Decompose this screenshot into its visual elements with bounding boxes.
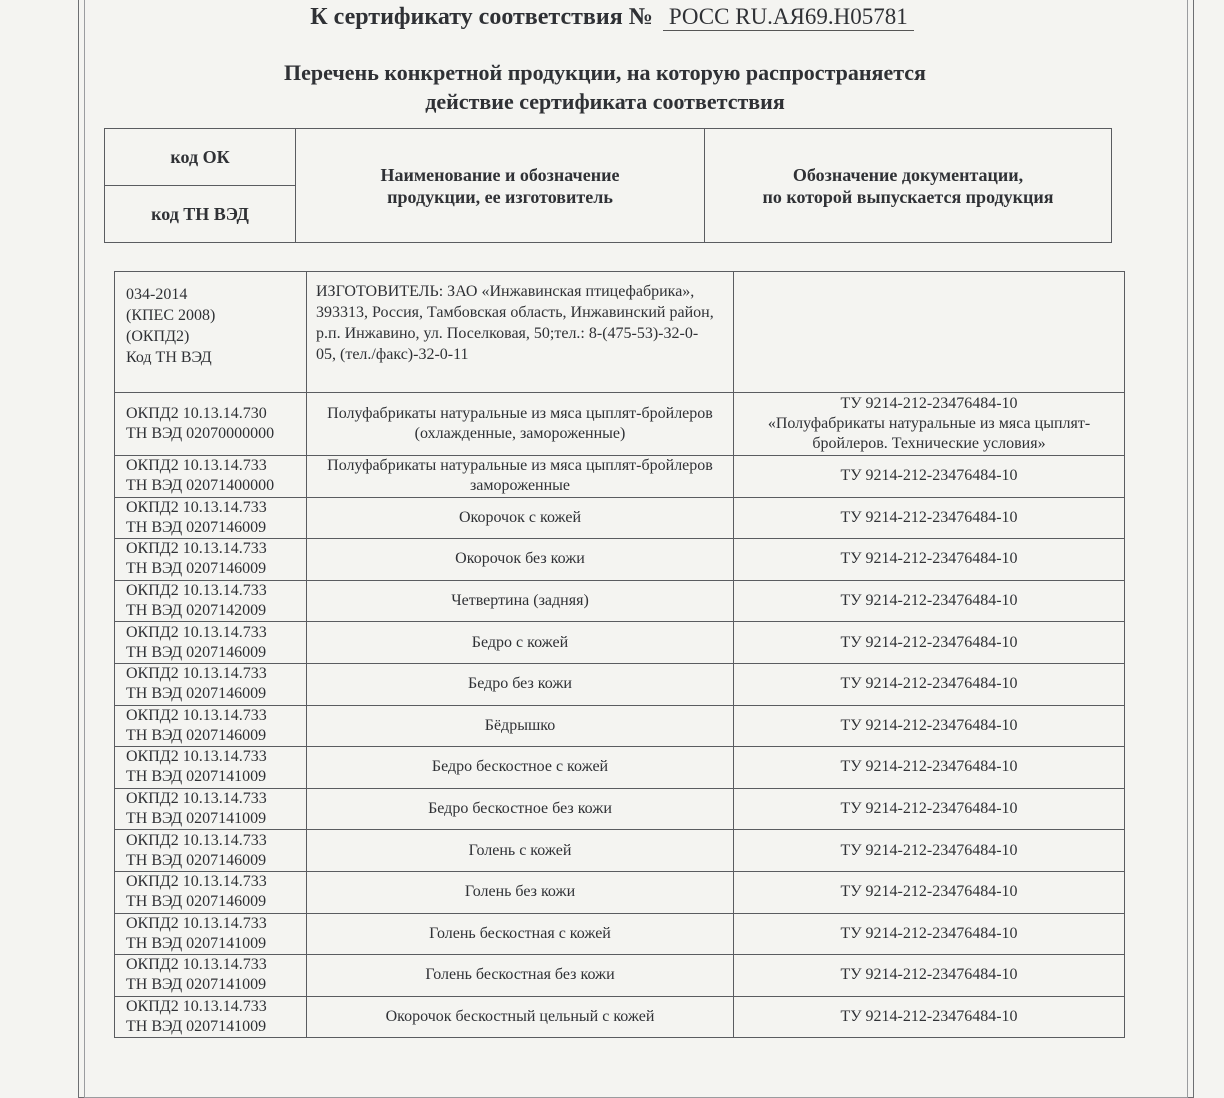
table-row bbox=[115, 622, 1125, 664]
tnved-code: ТН ВЭД 02070000000 bbox=[126, 425, 275, 442]
classifier-line: 034-2014 bbox=[126, 286, 188, 303]
classifier-line: (ОКПД2) bbox=[126, 328, 190, 345]
spec-number: ТУ 9214-212-23476484-10 bbox=[840, 467, 1018, 485]
spec-title: «Полуфабрикаты натуральные из мяса цыплят-бройлеров. Технические условия» bbox=[767, 415, 1091, 452]
product-codes bbox=[115, 747, 307, 789]
product-name: Бедро без кожи bbox=[307, 663, 734, 705]
spec-number: ТУ 9214-212-23476484-10 bbox=[840, 758, 1018, 776]
product-name: Голень бескостная без кожи bbox=[307, 955, 734, 997]
table-row bbox=[115, 913, 1125, 955]
okpd-code: ОКПД2 10.13.14.733 bbox=[126, 790, 267, 808]
table-row bbox=[115, 788, 1125, 830]
product-documentation bbox=[734, 955, 1125, 997]
product-name: Бедро бескостное без кожи bbox=[307, 788, 734, 830]
tnved-code: ТН ВЭД 0207146009 bbox=[126, 643, 267, 661]
header-code-tnved: код ТН ВЭД bbox=[105, 186, 296, 243]
manufacturer-code-cell bbox=[115, 272, 307, 393]
table-row bbox=[115, 830, 1125, 872]
okpd-code: ОКПД2 10.13.14.733 bbox=[126, 873, 267, 891]
tnved-code: ТН ВЭД 0207141009 bbox=[126, 1018, 267, 1036]
product-name: Голень бескостная с кожей bbox=[307, 913, 734, 955]
okpd-code: ОКПД2 10.13.14.733 bbox=[126, 665, 267, 683]
tnved-code: ТН ВЭД 0207146009 bbox=[126, 518, 267, 536]
product-codes bbox=[115, 871, 307, 913]
manufacturer-row bbox=[115, 272, 1125, 393]
table-row bbox=[115, 705, 1125, 747]
table-row bbox=[115, 456, 1125, 498]
product-codes bbox=[115, 539, 307, 581]
document-title bbox=[0, 58, 1210, 116]
classifier-line: Код ТН ВЭД bbox=[126, 349, 212, 366]
table-row bbox=[115, 747, 1125, 789]
okpd-code: ОКПД2 10.13.14.730 bbox=[126, 405, 267, 422]
product-codes bbox=[115, 580, 307, 622]
tnved-code: ТН ВЭД 0207146009 bbox=[126, 851, 267, 869]
okpd-code: ОКПД2 10.13.14.733 bbox=[126, 831, 267, 849]
tnved-code: ТН ВЭД 0207141009 bbox=[126, 810, 267, 828]
product-codes bbox=[115, 663, 307, 705]
product-name: Бедро бескостное с кожей bbox=[307, 747, 734, 789]
tnved-code: ТН ВЭД 0207141009 bbox=[126, 934, 267, 952]
tnved-code: ТН ВЭД 02071400000 bbox=[126, 477, 275, 495]
product-documentation bbox=[734, 580, 1125, 622]
header-code-ok: код ОК bbox=[105, 129, 296, 186]
table-row bbox=[115, 497, 1125, 539]
okpd-code: ОКПД2 10.13.14.733 bbox=[126, 998, 267, 1016]
okpd-code: ОКПД2 10.13.14.733 bbox=[126, 748, 267, 766]
header-product-name-line-2: продукции, ее изготовитель bbox=[387, 186, 613, 207]
product-documentation bbox=[734, 913, 1125, 955]
header-documentation-line-2: по которой выпускается продукция bbox=[762, 186, 1054, 207]
tnved-code: ТН ВЭД 0207146009 bbox=[126, 893, 267, 911]
product-name: Бедро с кожей bbox=[307, 622, 734, 664]
product-documentation bbox=[734, 788, 1125, 830]
product-table bbox=[114, 271, 1125, 1038]
product-name: Голень без кожи bbox=[307, 871, 734, 913]
product-name: Четвертина (задняя) bbox=[307, 580, 734, 622]
certificate-reference bbox=[0, 4, 1224, 31]
table-row bbox=[115, 955, 1125, 997]
product-documentation bbox=[734, 705, 1125, 747]
okpd-code: ОКПД2 10.13.14.733 bbox=[126, 706, 267, 724]
product-name: Полуфабрикаты натуральные из мяса цыплят-бройлеров (охлажденные, замороженные) bbox=[307, 393, 734, 456]
table-row bbox=[115, 539, 1125, 581]
spec-number: ТУ 9214-212-23476484-10 bbox=[840, 841, 1018, 859]
tnved-code: ТН ВЭД 0207146009 bbox=[126, 560, 267, 578]
product-codes bbox=[115, 456, 307, 498]
classifier-line: (КПЕС 2008) bbox=[126, 307, 216, 324]
product-codes bbox=[115, 705, 307, 747]
product-documentation bbox=[734, 996, 1125, 1038]
okpd-code: ОКПД2 10.13.14.733 bbox=[126, 498, 267, 516]
product-codes bbox=[115, 393, 307, 456]
product-name: Окорочок с кожей bbox=[307, 497, 734, 539]
product-name: Окорочок без кожи bbox=[307, 539, 734, 581]
spec-number: ТУ 9214-212-23476484-10 bbox=[840, 924, 1018, 942]
column-header-table bbox=[104, 128, 1112, 243]
product-codes bbox=[115, 913, 307, 955]
table-row bbox=[115, 580, 1125, 622]
product-documentation bbox=[734, 663, 1125, 705]
okpd-code: ОКПД2 10.13.14.733 bbox=[126, 623, 267, 641]
table-row bbox=[115, 663, 1125, 705]
spec-number: ТУ 9214-212-23476484-10 bbox=[840, 1008, 1018, 1026]
manufacturer-info: ИЗГОТОВИТЕЛЬ: ЗАО «Инжавинская птицефабрика», 393313, Россия, Тамбовская область, Инжавинский район, р.п. Инжавино, ул. Поселковая, 50;тел.: 8-(475-53)-32-0-05, (тел./факс)-32-0-11 bbox=[307, 272, 734, 393]
spec-number: ТУ 9214-212-23476484-10 bbox=[840, 883, 1018, 901]
product-name: Окорочок бескостный цельный с кожей bbox=[307, 996, 734, 1038]
product-name: Полуфабрикаты натуральные из мяса цыплят-бройлеров замороженные bbox=[307, 456, 734, 498]
product-codes bbox=[115, 622, 307, 664]
spec-number: ТУ 9214-212-23476484-10 bbox=[840, 675, 1018, 693]
product-documentation bbox=[734, 497, 1125, 539]
certificate-prefix: К сертификату соответствия № bbox=[310, 4, 653, 30]
tnved-code: ТН ВЭД 0207142009 bbox=[126, 602, 267, 620]
product-documentation bbox=[734, 539, 1125, 581]
spec-number: ТУ 9214-212-23476484-10 bbox=[840, 800, 1018, 818]
table-row bbox=[115, 393, 1125, 456]
tnved-code: ТН ВЭД 0207141009 bbox=[126, 976, 267, 994]
product-codes bbox=[115, 830, 307, 872]
product-documentation bbox=[734, 456, 1125, 498]
product-codes bbox=[115, 955, 307, 997]
product-documentation bbox=[734, 871, 1125, 913]
header-documentation-line-1: Обозначение документации, bbox=[792, 164, 1024, 185]
product-documentation bbox=[734, 393, 1125, 456]
product-name: Голень с кожей bbox=[307, 830, 734, 872]
okpd-code: ОКПД2 10.13.14.733 bbox=[126, 956, 267, 974]
product-codes bbox=[115, 788, 307, 830]
spec-number: ТУ 9214-212-23476484-10 bbox=[840, 508, 1018, 526]
product-documentation bbox=[734, 622, 1125, 664]
okpd-code: ОКПД2 10.13.14.733 bbox=[126, 457, 267, 475]
okpd-code: ОКПД2 10.13.14.733 bbox=[126, 540, 267, 558]
tnved-code: ТН ВЭД 0207146009 bbox=[126, 685, 267, 703]
spec-number: ТУ 9214-212-23476484-10 bbox=[840, 395, 1018, 412]
tnved-code: ТН ВЭД 0207141009 bbox=[126, 768, 267, 786]
spec-number: ТУ 9214-212-23476484-10 bbox=[840, 592, 1018, 610]
product-documentation bbox=[734, 747, 1125, 789]
product-documentation bbox=[734, 830, 1125, 872]
product-codes bbox=[115, 996, 307, 1038]
title-line-1: Перечень конкретной продукции, на которую распространяется bbox=[284, 60, 926, 85]
header-product-name bbox=[296, 129, 705, 243]
spec-number: ТУ 9214-212-23476484-10 bbox=[840, 716, 1018, 734]
spec-number: ТУ 9214-212-23476484-10 bbox=[840, 966, 1018, 984]
okpd-code: ОКПД2 10.13.14.733 bbox=[126, 582, 267, 600]
manufacturer-doc-cell bbox=[734, 272, 1125, 393]
table-row bbox=[115, 996, 1125, 1038]
title-line-2: действие сертификата соответствия bbox=[425, 89, 785, 114]
table-row bbox=[115, 871, 1125, 913]
certificate-number: РОСС RU.АЯ69.Н05781 bbox=[663, 4, 914, 31]
okpd-code: ОКПД2 10.13.14.733 bbox=[126, 914, 267, 932]
product-name: Бёдрышко bbox=[307, 705, 734, 747]
header-documentation bbox=[705, 129, 1112, 243]
spec-number: ТУ 9214-212-23476484-10 bbox=[840, 633, 1018, 651]
header-product-name-line-1: Наименование и обозначение bbox=[380, 164, 620, 185]
tnved-code: ТН ВЭД 0207146009 bbox=[126, 726, 267, 744]
product-codes bbox=[115, 497, 307, 539]
spec-number: ТУ 9214-212-23476484-10 bbox=[840, 550, 1018, 568]
